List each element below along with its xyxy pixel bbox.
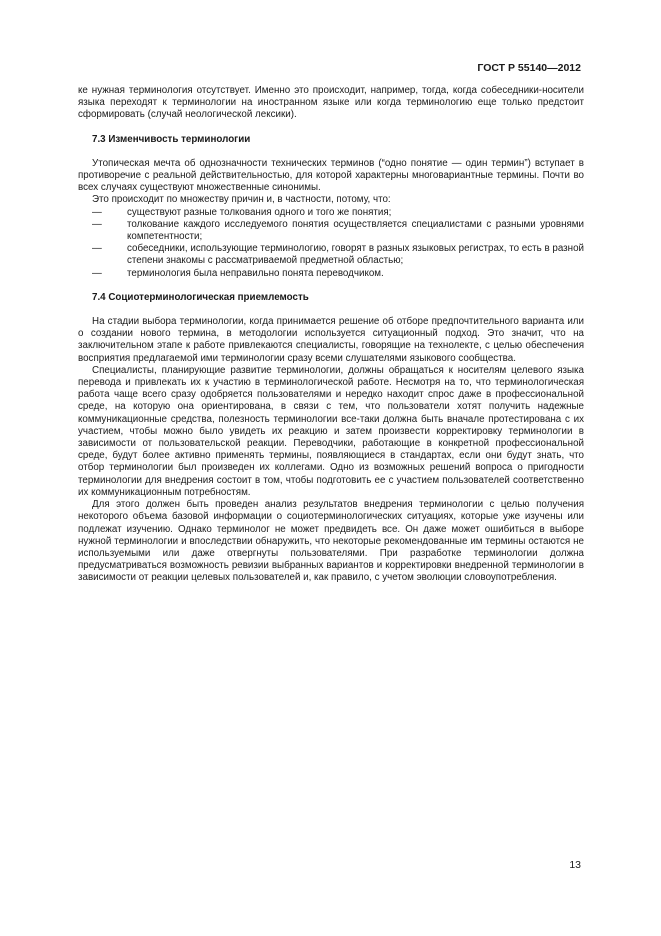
list-item-text: терминология была неправильно понята переводчиком. [127,267,384,279]
section-7-3-paragraph-1: Утопическая мечта об однозначности технических терминов (“одно понятие — один термин”) вступает в противоречие с реальной действительностью, для которой характерны многовариантные термины. Почти во всех случаях существуют множественные синонимы. [78,157,584,194]
list-item-text: существуют разные толкования одного и того же понятия; [127,206,392,218]
intro-paragraph: ке нужная терминология отсутствует. Именно это происходит, например, тогда, когда собеседники-носители языка переходят к терминологии на иностранном языке или когда терминологию еще только предстоит сформировать (случай неологической лексики). [78,85,584,121]
list-item [78,219,584,243]
list-item [78,268,584,280]
section-7-4-paragraph-1: На стадии выбора терминологии, когда принимается решение об отборе предпочтительного варианта или о создании нового термина, в методологии используется ситуационный подход. Это значит, что на заключительном этапе к работе привлекаются специалисты, говорящие на технолекте, с целью обеспечения восприятия предлагаемой ими терминологии сразу всеми слушателями языкового сообщества. [78,316,584,364]
list-item-text: собеседники, использующие терминологию, говорят в разных языковых регистрах, то есть в разной степени знакомы с рассматриваемой предметной областью; [127,243,584,267]
list-dash: — [92,218,102,230]
list-item [78,207,584,219]
list-dash: — [92,206,102,218]
section-7-4-paragraph-2: Специалисты, планирующие развитие терминологии, должны обращаться к носителям целевого языка перевода и привлекать их к участию в терминологической работе. Несмотря на то, что терминологическая работа чаще всего сразу одобряется пользователями и нередко находит спрос даже в профессиональной среде, на которую она ориентирована, в связи с тем, что пользователи хотят получить надежные коммуникационные средства, полезность терминологии все-таки должна быть вначале протестирована с их участием, чтобы можно было увидеть их реакцию и затем произвести корректировку терминологии в зависимости от пользовательской реакции. Переводчики, работающие в конкретной профессиональной среде, будут более активно применять термины, появляющиеся в стандартах, если они будут знать, что отбор терминологии был произведен их коллегами. Одно из возможных решений вопроса о пригодности терминологии для внедрения состоит в том, чтобы подготовить ее с участием пользователей соответственно их коммуникационным потребностям. [78,364,584,498]
list-dash: — [92,267,102,279]
page-number: 13 [569,859,581,871]
section-7-3-paragraph-2: Это происходит по множеству причин и, в частности, потому, что: [92,194,391,206]
document-body [78,85,584,585]
document-header: ГОСТ Р 55140—2012 [477,62,581,74]
list-item-text: толкование каждого исследуемого понятия осуществляется специалистами с разными уровнями компетентности; [127,218,584,243]
section-7-4-paragraph-3: Для этого должен быть проведен анализ результатов внедрения терминологии с целью получения некоторого объема базовой информации о социотерминологических ситуациях, которые уже изучены или подлежат изучению. Однако терминолог не может предвидеть все. Он даже может ошибиться в выборе нужной терминологии и впоследствии обнаружить, что некоторые рекомендованные им термины остаются не используемыми или даже отвергнуты пользователями. При разработке терминологии должна предусматриваться возможность ревизии выбранных вариантов и корректировки внедренной терминологии в зависимости от реакции целевых пользователей и, как правило, с учетом эволюции словоупотребления. [78,499,584,584]
section-7-4-heading: 7.4 Социотерминологическая приемлемость [92,291,309,303]
section-7-3-heading: 7.3 Изменчивость терминологии [92,133,251,145]
list-dash: — [92,243,102,255]
list-item [78,243,584,267]
